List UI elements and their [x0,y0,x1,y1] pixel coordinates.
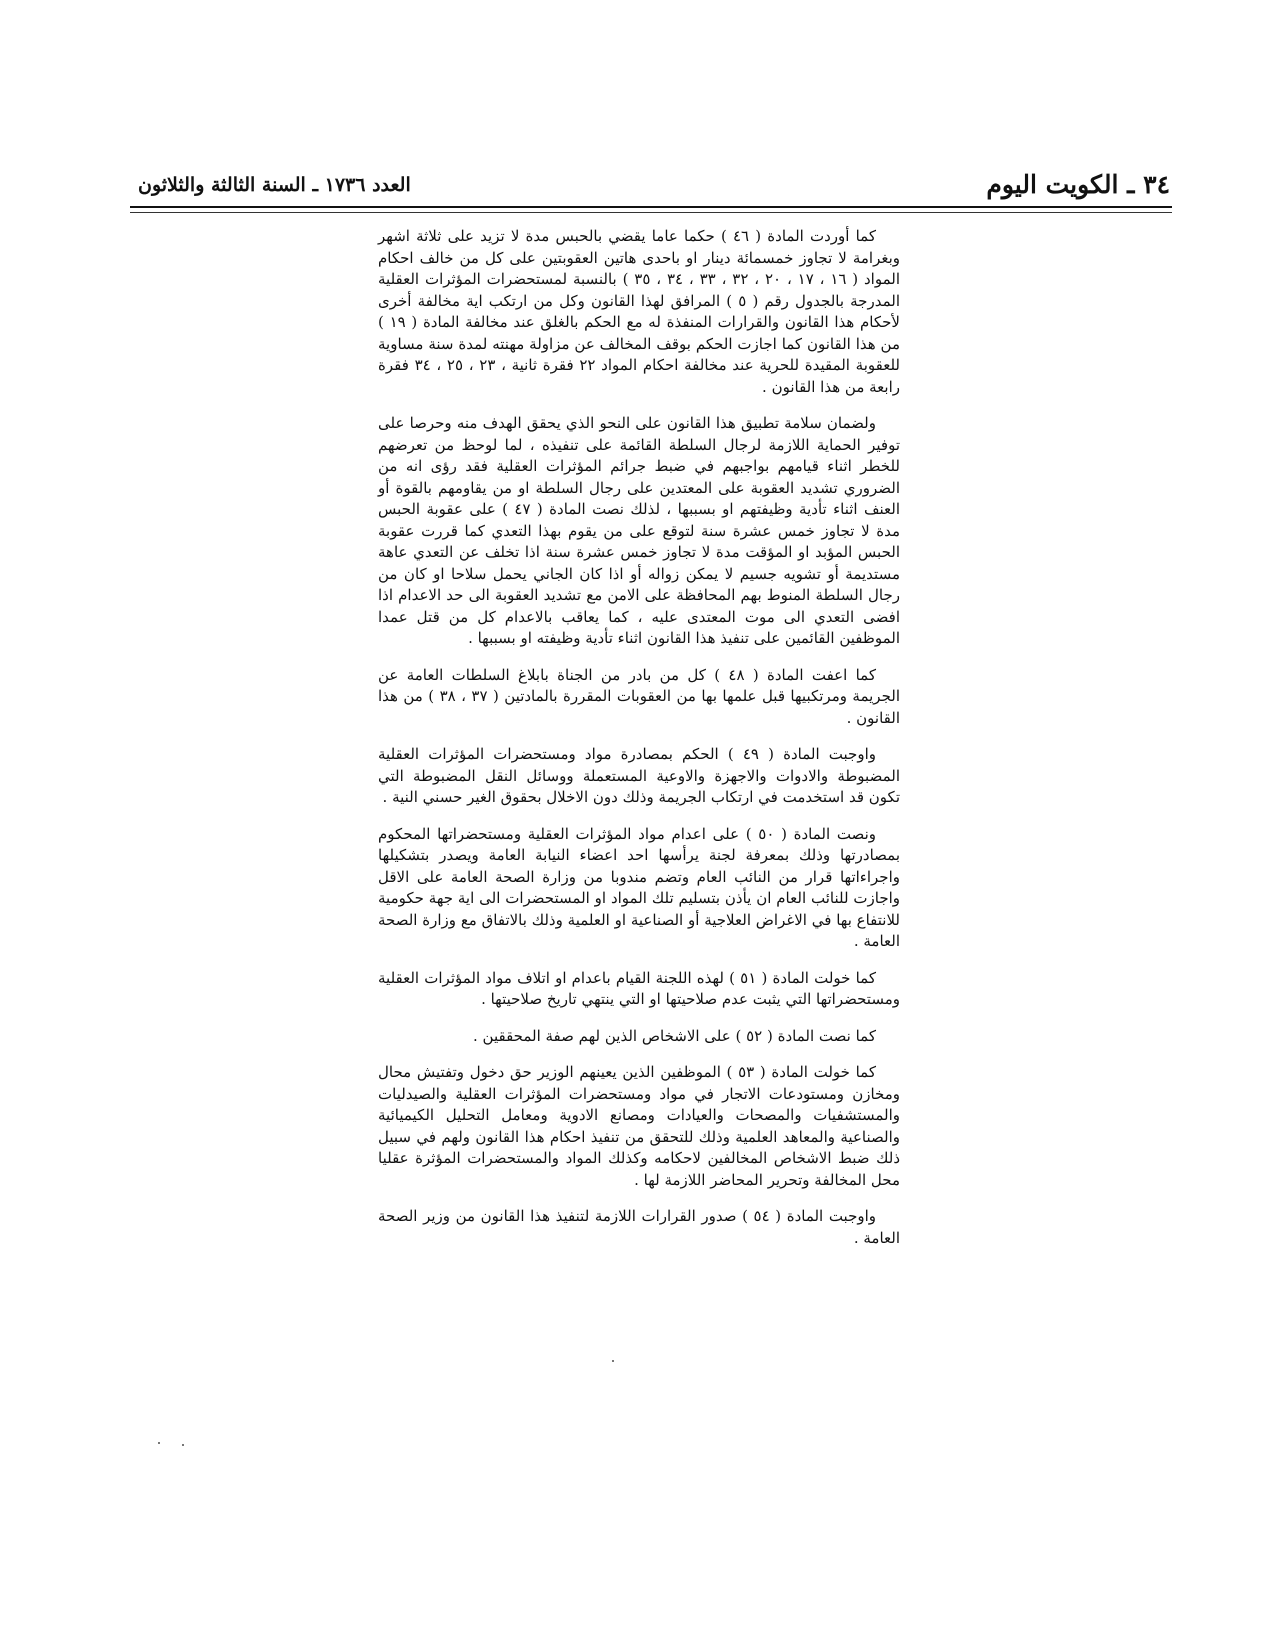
scan-speck [182,1444,184,1446]
paragraph-article-52: كما نصت المادة ( ٥٢ ) على الاشخاص الذين لهم صفة المحققين . [473,1026,876,1045]
paragraph-article-47: ولضمان سلامة تطبيق هذا القانون على النحو الذي يحقق الهدف منه وحرصا على توفير الحماية اللازمة لرجال السلطة القائمة على تنفيذه ، لما لوحظ من تعرضهم للخطر اثناء قيامهم بواجبهم في ضبط جرائم المؤثرات العقلية فقد رؤى انه من الضروري تشديد العقوبة على المعتدين على رجال السلطة او من يقاومهم بالقوة أو العنف اثناء تأدية وظيفتهم او بسببها ، لذلك نصت المادة ( ٤٧ ) على عقوبة الحبس مدة لا تجاوز خمس عشرة سنة لتوقع على من يقوم بهذا التعدي كما قررت عقوبة الحبس المؤبد او المؤقت مدة لا تجاوز خمس عشرة سنة اذا تخلف عن التعدي عاهة مستديمة أو تشويه جسيم لا يمكن زواله أو اذا كان الجاني يحمل سلاحا او كان من رجال السلطة المنوط بهم المحافظة على الامن مع تشديد العقوبة الى حد الاعدام اذا افضى التعدي الى موت المعتدى عليه ، كما يعاقب بالاعدام كل من قتل عمدا الموظفين القائمين على تنفيذ هذا القانون اثناء تأدية وظيفته او بسببها . [378,414,900,647]
text-column [378,226,900,1556]
paragraph-article-53: كما خولت المادة ( ٥٣ ) الموظفين الذين يعينهم الوزير حق دخول وتفتيش محال ومخازن ومستودعات الاتجار في مواد ومستحضرات المؤثرات العقلية والصيدليات والمستشفيات والمصحات والعيادات ومصانع الادوية ومعامل التحليل الكيميائية والصناعية والمعاهد العلمية وذلك للتحقق من تنفيذ احكام هذا القانون ولهم في سبيل ذلك ضبط الاشخاص المخالفين لاحكامه وكذلك المواد والمستحضرات المؤثرة عقليا محل المخالفة وتحرير المحاضر اللازمة لها . [378,1063,900,1189]
header-rule-thin [130,212,1172,213]
issue-info: العدد ١٧٣٦ ـ السنة الثالثة والثلاثون [138,174,411,196]
scan-speck [158,1442,160,1444]
header-rule [130,206,1172,208]
paragraph-article-49: واوجبت المادة ( ٤٩ ) الحكم بمصادرة مواد ومستحضرات المؤثرات العقلية المضبوطة والادوات والاجهزة والاوعية المستعملة ووسائل النقل المضبوطة التي تكون قد استخدمت في ارتكاب الجريمة وذلك دون الاخلال بحقوق الغير حسني النية . [378,745,900,806]
paragraph-article-50: ونصت المادة ( ٥٠ ) على اعدام مواد المؤثرات العقلية ومستحضراتها المحكوم بمصادرتها وذلك بمعرفة لجنة يرأسها احد اعضاء النيابة العامة ويصدر بتشكيلها واجراءاتها قرار من النائب العام وتضم مندوبا من وزارة الصحة العامة على الاقل واجازت للنائب العام ان يأذن بتسليم تلك المواد او المستحضرات الى اية جهة حكومية للانتفاع بها في الاغراض العلاجية أو الصناعية او العلمية وذلك بالاتفاق مع وزارة الصحة العامة . [378,824,900,950]
scan-speck [612,1360,614,1362]
page-title: ٣٤ ـ الكويت اليوم [986,170,1170,199]
paragraph-article-46: كما أوردت المادة ( ٤٦ ) حكما عاما يقضي بالحبس مدة لا تزيد على ثلاثة اشهر وبغرامة لا تجاوز خمسمائة دينار او باحدى هاتين العقوبتين على كل من خالف احكام المواد ( ١٦ ، ١٧ ، ٢٠ ، ٣٢ ، ٣٣ ، ٣٤ ، ٣٥ ) بالنسبة لمستحضرات المؤثرات العقلية المدرجة بالجدول رقم ( ٥ ) المرافق لهذا القانون وكل من ارتكب اية مخالفة أخرى لأحكام هذا القانون والقرارات المنفذة له مع الحكم بالغلق عند مخالفة المادة ( ١٩ ) من هذا القانون كما اجازت الحكم بوقف المخالف عن مزاولة مهنته لمدة سنة مساوية للعقوبة المقيدة للحرية عند مخالفة احكام المواد ٢٢ فقرة ثانية ، ٢٣ ، ٢٥ ، ٣٤ فقرة رابعة من هذا القانون . [378,227,900,396]
paragraph-article-48: كما اعفت المادة ( ٤٨ ) كل من بادر من الجناة بابلاغ السلطات العامة عن الجريمة ومرتكبيها قبل علمها بها من العقوبات المقررة بالمادتين ( ٣٧ ، ٣٨ ) من هذا القانون . [378,665,900,727]
paragraph-article-54: واوجبت المادة ( ٥٤ ) صدور القرارات اللازمة لتنفيذ هذا القانون من وزير الصحة العامة . [378,1207,900,1247]
page-header [130,170,1170,210]
paragraph-article-51: كما خولت المادة ( ٥١ ) لهذه اللجنة القيام باعدام او اتلاف مواد المؤثرات العقلية ومستحضراتها التي يثبت عدم صلاحيتها او التي ينتهي تاريخ صلاحيتها . [378,968,900,1008]
